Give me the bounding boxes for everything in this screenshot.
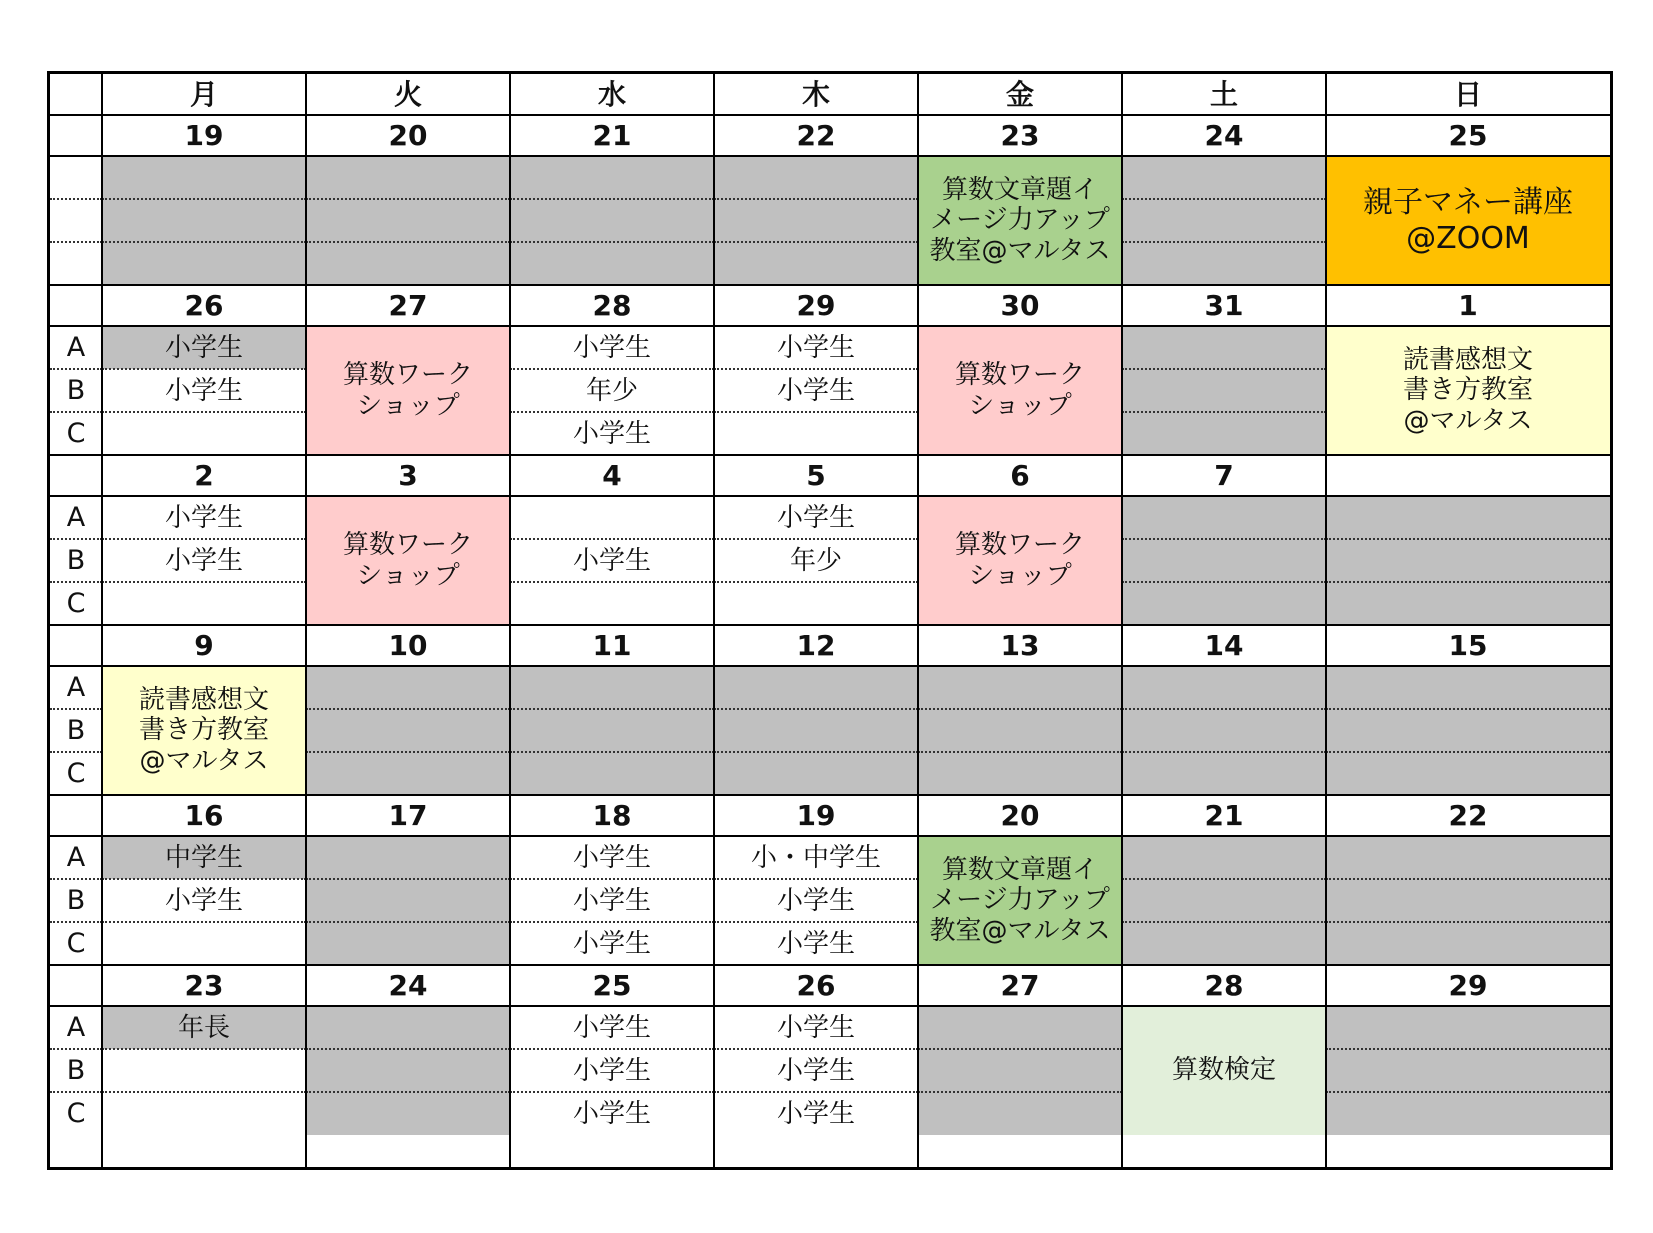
time-slot: 小学生 (510, 1092, 714, 1135)
time-slot: 小学生 (714, 879, 918, 922)
slot-divider (102, 411, 306, 413)
slot-divider (918, 751, 1122, 753)
grid-line (50, 964, 1610, 966)
weekday-header: 木 (801, 77, 830, 111)
slot-divider (306, 921, 510, 923)
time-slot (918, 709, 1122, 752)
slot-label (50, 156, 102, 199)
slot-divider (102, 921, 306, 923)
slot-label: A (66, 1012, 86, 1043)
grid-line (101, 74, 103, 1167)
time-slot (1326, 922, 1610, 965)
slot-divider (1326, 1091, 1610, 1093)
time-slot (306, 1049, 510, 1092)
time-slot (306, 242, 510, 285)
time-slot: 小学生 (510, 879, 714, 922)
time-slot (1122, 709, 1326, 752)
time-slot (1326, 496, 1610, 539)
time-slot: 小学生 (510, 326, 714, 369)
time-slot: 小学生 (714, 496, 918, 539)
date-number: 6 (1010, 458, 1030, 492)
time-slot (714, 156, 918, 199)
grid-line (50, 495, 1610, 497)
slot-divider (50, 368, 102, 370)
slot-divider (1122, 581, 1326, 583)
date-number: 30 (1000, 288, 1040, 322)
grid-line (1325, 74, 1327, 1167)
slot-label: A (66, 672, 86, 703)
time-slot: 小・中学生 (714, 836, 918, 879)
time-slot (1122, 369, 1326, 412)
time-slot (510, 582, 714, 625)
date-number: 23 (184, 968, 224, 1002)
date-number: 28 (1204, 968, 1244, 1002)
slot-label: C (66, 588, 86, 619)
slot-label: B (66, 715, 86, 746)
slot-divider (306, 198, 510, 200)
time-slot: 年少 (510, 369, 714, 412)
slot-divider (714, 1091, 918, 1093)
date-number: 27 (1000, 968, 1040, 1002)
time-slot (306, 752, 510, 795)
grid-line (50, 284, 1610, 286)
time-slot (1122, 752, 1326, 795)
slot-divider (1326, 538, 1610, 540)
date-number: 14 (1204, 628, 1244, 662)
time-slot (1122, 496, 1326, 539)
slot-divider (306, 708, 510, 710)
time-slot: 小学生 (510, 922, 714, 965)
date-number: 25 (1448, 118, 1488, 152)
time-slot (1122, 666, 1326, 709)
slot-divider (1326, 708, 1610, 710)
time-slot (714, 412, 918, 455)
date-number: 19 (796, 798, 836, 832)
schedule-calendar (47, 71, 1613, 1170)
weekday-header: 日 (1453, 77, 1482, 111)
date-number: 23 (1000, 118, 1040, 152)
slot-divider (50, 411, 102, 413)
slot-label: C (66, 928, 86, 959)
slot-divider (510, 411, 714, 413)
slot-divider (714, 411, 918, 413)
slot-label: C (66, 418, 86, 449)
slot-divider (102, 1091, 306, 1093)
date-number (1326, 455, 1610, 496)
slot-divider (102, 878, 306, 880)
time-slot: 小学生 (102, 369, 306, 412)
time-slot (306, 922, 510, 965)
grid-line (50, 624, 1610, 626)
time-slot: 小学生 (714, 1006, 918, 1049)
slot-divider (1122, 921, 1326, 923)
time-slot: 小学生 (102, 879, 306, 922)
time-slot: 小学生 (510, 1006, 714, 1049)
time-slot (102, 582, 306, 625)
slot-label (50, 199, 102, 242)
slot-divider (1326, 581, 1610, 583)
time-slot (510, 709, 714, 752)
slot-divider (306, 241, 510, 243)
grid-line (50, 454, 1610, 456)
date-number: 27 (388, 288, 428, 322)
time-slot: 小学生 (510, 539, 714, 582)
time-slot (306, 1006, 510, 1049)
event-block: 親子マネー講座 @ZOOM (1326, 156, 1610, 285)
time-slot (1326, 752, 1610, 795)
slot-divider (1326, 878, 1610, 880)
date-number: 25 (592, 968, 632, 1002)
date-number: 9 (194, 628, 214, 662)
date-number: 28 (592, 288, 632, 322)
slot-divider (918, 708, 1122, 710)
time-slot (510, 242, 714, 285)
time-slot: 年長 (102, 1006, 306, 1049)
time-slot (102, 199, 306, 242)
date-number: 19 (184, 118, 224, 152)
slot-label: B (66, 885, 86, 916)
date-number: 26 (796, 968, 836, 1002)
slot-divider (714, 921, 918, 923)
date-number: 20 (388, 118, 428, 152)
slot-label: C (66, 758, 86, 789)
slot-divider (50, 708, 102, 710)
slot-divider (306, 1091, 510, 1093)
time-slot: 小学生 (714, 1049, 918, 1092)
time-slot (510, 156, 714, 199)
time-slot (1326, 1049, 1610, 1092)
date-number: 22 (1448, 798, 1488, 832)
event-block: 算数検定 (1122, 1006, 1326, 1135)
slot-divider (50, 241, 102, 243)
slot-divider (510, 708, 714, 710)
grid-line (509, 74, 511, 1167)
time-slot (1122, 199, 1326, 242)
time-slot: 小学生 (102, 496, 306, 539)
slot-label: B (66, 545, 86, 576)
time-slot: 小学生 (714, 369, 918, 412)
time-slot (1122, 836, 1326, 879)
event-block: 算数ワーク ショップ (306, 326, 510, 455)
time-slot: 小学生 (714, 1092, 918, 1135)
date-number: 7 (1214, 458, 1234, 492)
time-slot (714, 709, 918, 752)
slot-divider (1122, 368, 1326, 370)
slot-divider (102, 241, 306, 243)
time-slot: 小学生 (714, 922, 918, 965)
time-slot (1326, 1092, 1610, 1135)
slot-divider (306, 878, 510, 880)
time-slot (714, 752, 918, 795)
date-number: 16 (184, 798, 224, 832)
weekday-header: 金 (1005, 77, 1034, 111)
time-slot (1122, 412, 1326, 455)
time-slot (306, 709, 510, 752)
time-slot (714, 582, 918, 625)
slot-divider (510, 1091, 714, 1093)
slot-divider (102, 581, 306, 583)
time-slot (918, 1006, 1122, 1049)
event-block: 算数ワーク ショップ (918, 496, 1122, 625)
slot-label: A (66, 842, 86, 873)
slot-divider (102, 368, 306, 370)
date-number: 26 (184, 288, 224, 322)
weekday-header: 火 (393, 77, 422, 111)
slot-divider (714, 198, 918, 200)
event-block: 算数文章題イ メージ力アップ 教室@マルタス (918, 836, 1122, 965)
grid-line (50, 1005, 1610, 1007)
slot-divider (50, 1091, 102, 1093)
grid-line (305, 74, 307, 1167)
time-slot (1326, 539, 1610, 582)
time-slot (102, 1092, 306, 1135)
event-block: 算数ワーク ショップ (918, 326, 1122, 455)
slot-divider (50, 538, 102, 540)
slot-label: B (66, 375, 86, 406)
time-slot (1122, 242, 1326, 285)
slot-divider (714, 241, 918, 243)
grid-line (50, 155, 1610, 157)
time-slot (510, 666, 714, 709)
time-slot (510, 199, 714, 242)
time-slot (306, 879, 510, 922)
time-slot (1326, 582, 1610, 625)
grid-line (50, 114, 1610, 116)
time-slot (714, 666, 918, 709)
weekday-header: 水 (597, 77, 626, 111)
slot-divider (1122, 241, 1326, 243)
date-number: 15 (1448, 628, 1488, 662)
grid-line (713, 74, 715, 1167)
time-slot (1122, 582, 1326, 625)
slot-divider (714, 581, 918, 583)
slot-divider (714, 878, 918, 880)
date-number: 29 (796, 288, 836, 322)
slot-divider (714, 708, 918, 710)
date-number: 29 (1448, 968, 1488, 1002)
slot-divider (714, 1048, 918, 1050)
slot-divider (714, 751, 918, 753)
slot-divider (50, 581, 102, 583)
slot-divider (1326, 1048, 1610, 1050)
event-block: 算数ワーク ショップ (306, 496, 510, 625)
time-slot: 小学生 (510, 836, 714, 879)
time-slot (1122, 326, 1326, 369)
header-corner (50, 74, 102, 115)
slot-divider (50, 878, 102, 880)
date-number: 31 (1204, 288, 1244, 322)
slot-divider (1122, 411, 1326, 413)
time-slot: 小学生 (102, 326, 306, 369)
slot-divider (1326, 921, 1610, 923)
time-slot (714, 242, 918, 285)
time-slot: 小学生 (510, 412, 714, 455)
slot-divider (1122, 751, 1326, 753)
slot-divider (510, 368, 714, 370)
slot-divider (714, 538, 918, 540)
event-block: 算数文章題イ メージ力アップ 教室@マルタス (918, 156, 1122, 285)
slot-divider (102, 198, 306, 200)
slot-label: B (66, 1055, 86, 1086)
slot-label: C (66, 1098, 86, 1129)
grid-line (50, 835, 1610, 837)
slot-divider (306, 1048, 510, 1050)
time-slot (1326, 1006, 1610, 1049)
time-slot (1326, 709, 1610, 752)
date-number: 20 (1000, 798, 1040, 832)
slot-divider (1326, 751, 1610, 753)
slot-divider (50, 921, 102, 923)
time-slot (1326, 879, 1610, 922)
date-number: 17 (388, 798, 428, 832)
time-slot (102, 242, 306, 285)
time-slot: 中学生 (102, 836, 306, 879)
time-slot (1122, 922, 1326, 965)
slot-divider (510, 921, 714, 923)
slot-divider (306, 751, 510, 753)
slot-divider (510, 581, 714, 583)
slot-label: A (66, 332, 86, 363)
grid-line (50, 665, 1610, 667)
date-number: 18 (592, 798, 632, 832)
time-slot (1122, 879, 1326, 922)
event-block: 読書感想文 書き方教室 @マルタス (102, 666, 306, 795)
slot-divider (102, 1048, 306, 1050)
time-slot (714, 199, 918, 242)
slot-divider (50, 198, 102, 200)
date-number: 3 (398, 458, 418, 492)
time-slot (1122, 156, 1326, 199)
time-slot (102, 156, 306, 199)
grid-line (50, 325, 1610, 327)
date-number: 21 (1204, 798, 1244, 832)
time-slot: 年少 (714, 539, 918, 582)
slot-label: A (66, 502, 86, 533)
slot-divider (510, 751, 714, 753)
date-number: 5 (806, 458, 826, 492)
slot-divider (50, 1048, 102, 1050)
time-slot (510, 496, 714, 539)
date-number: 24 (1204, 118, 1244, 152)
time-slot (1326, 836, 1610, 879)
time-slot (510, 752, 714, 795)
slot-divider (918, 1048, 1122, 1050)
date-number: 1 (1458, 288, 1478, 322)
weekday-header: 土 (1209, 77, 1238, 111)
slot-divider (510, 241, 714, 243)
grid-line (50, 794, 1610, 796)
date-number: 13 (1000, 628, 1040, 662)
date-number: 24 (388, 968, 428, 1002)
slot-divider (510, 198, 714, 200)
time-slot: 小学生 (102, 539, 306, 582)
event-block: 読書感想文 書き方教室 @マルタス (1326, 326, 1610, 455)
time-slot: 小学生 (510, 1049, 714, 1092)
time-slot (918, 1092, 1122, 1135)
slot-divider (918, 1091, 1122, 1093)
date-number: 2 (194, 458, 214, 492)
time-slot (1122, 539, 1326, 582)
slot-divider (510, 1048, 714, 1050)
time-slot: 小学生 (714, 326, 918, 369)
slot-divider (50, 751, 102, 753)
time-slot (918, 1049, 1122, 1092)
slot-divider (1122, 708, 1326, 710)
slot-divider (1122, 878, 1326, 880)
date-number: 12 (796, 628, 836, 662)
date-number: 21 (592, 118, 632, 152)
grid-line (1121, 74, 1123, 1167)
time-slot (306, 199, 510, 242)
slot-divider (1122, 538, 1326, 540)
time-slot (1326, 666, 1610, 709)
grid-line (917, 74, 919, 1167)
time-slot (306, 1092, 510, 1135)
slot-divider (510, 538, 714, 540)
date-number: 11 (592, 628, 632, 662)
weekday-header: 月 (189, 77, 218, 111)
time-slot (306, 836, 510, 879)
slot-divider (714, 368, 918, 370)
slot-divider (1122, 198, 1326, 200)
date-number: 22 (796, 118, 836, 152)
time-slot (102, 922, 306, 965)
slot-label (50, 242, 102, 285)
time-slot (306, 156, 510, 199)
time-slot (102, 1049, 306, 1092)
date-number: 4 (602, 458, 622, 492)
date-number: 10 (388, 628, 428, 662)
time-slot (918, 752, 1122, 795)
slot-divider (102, 538, 306, 540)
time-slot (306, 666, 510, 709)
time-slot (102, 412, 306, 455)
time-slot (918, 666, 1122, 709)
slot-divider (510, 878, 714, 880)
